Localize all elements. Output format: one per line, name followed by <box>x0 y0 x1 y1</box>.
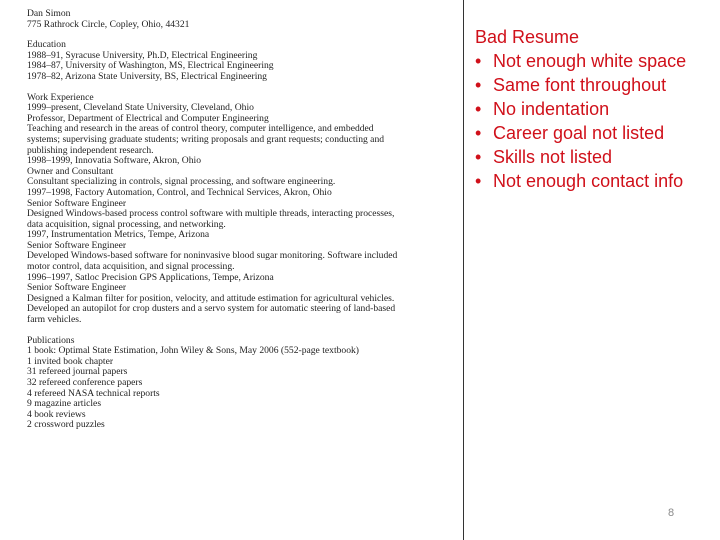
education-line: 1988–91, Syracuse University, Ph.D, Electrical Engineering <box>27 49 258 61</box>
spacer <box>27 30 457 40</box>
critique-list <box>475 49 720 193</box>
publication-line: 32 refereed conference papers <box>27 377 143 388</box>
publications-heading: Publications <box>27 334 75 346</box>
work-line: publishing independent research. <box>27 144 154 156</box>
work-line: motor control, data acquisition, and signal processing. <box>27 261 235 273</box>
page-number: 8 <box>668 507 675 519</box>
publication-line: 2 crossword puzzles <box>27 419 105 431</box>
work-line: Designed Windows-based process control software with multiple threads, interacting processes, <box>27 208 395 220</box>
slide-divider <box>463 0 464 540</box>
work-line: Designed a Kalman filter for position, velocity, and attitude estimation for agricultural vehicles. <box>27 292 395 304</box>
resume-address: 775 Rathrock Circle, Copley, Ohio, 44321 <box>27 18 190 30</box>
publication-line: 1 invited book chapter <box>27 355 114 367</box>
work-line: Owner and Consultant <box>27 165 114 177</box>
publication-line: 9 magazine articles <box>27 398 102 410</box>
bullet-icon: • <box>475 51 482 71</box>
critique-item-text: Skills not listed <box>493 147 613 167</box>
bullet-icon: • <box>475 147 482 167</box>
publication-line: 1 book: Optimal State Estimation, John Wiley & Sons, May 2006 (552-page textbook) <box>27 345 359 357</box>
work-line: Developed an autopilot for crop dusters and a servo system for automatic steering of land-based <box>27 303 396 315</box>
publication-line: 4 refereed NASA technical reports <box>27 387 160 399</box>
work-line: 1999–present, Cleveland State University, Cleveland, Ohio <box>27 102 254 114</box>
critique-item <box>475 169 720 193</box>
critique-item-text: Same font throughout <box>493 75 667 95</box>
critique-item-text: Career goal not listed <box>493 123 665 143</box>
resume-name: Dan Simon <box>27 8 71 19</box>
work-line: data acquisition, signal processing, and networking. <box>27 218 226 230</box>
bullet-icon: • <box>475 171 482 191</box>
resume-document <box>27 9 457 431</box>
critique-item <box>475 73 720 97</box>
work-line: Senior Software Engineer <box>27 282 127 294</box>
work-line: 1997–1998, Factory Automation, Control, and Technical Services, Akron, Ohio <box>27 186 332 198</box>
work-line: farm vehicles. <box>27 314 82 326</box>
publication-line: 4 book reviews <box>27 408 86 420</box>
bullet-icon: • <box>475 99 482 119</box>
education-heading: Education <box>27 39 66 51</box>
work-line: 1997, Instrumentation Metrics, Tempe, Arizona <box>27 229 210 241</box>
critique-item <box>475 97 720 121</box>
bullet-icon: • <box>475 75 482 95</box>
work-line: Senior Software Engineer <box>27 239 127 251</box>
work-line: Senior Software Engineer <box>27 197 127 209</box>
education-line: 1984–87, University of Washington, MS, Electrical Engineering <box>27 60 274 72</box>
critique-item-text: Not enough white space <box>493 51 687 71</box>
critique-item-text: No indentation <box>493 99 610 119</box>
bullet-icon: • <box>475 123 482 143</box>
work-line: Developed Windows-based software for noninvasive blood sugar monitoring. Software included <box>27 250 398 262</box>
publication-line: 31 refereed journal papers <box>27 366 128 378</box>
critique-title: Bad Resume <box>475 27 580 47</box>
work-line: systems; supervising graduate students; writing proposals and grant requests; conducting and <box>27 133 385 145</box>
spacer <box>27 326 457 336</box>
work-line: Professor, Department of Electrical and Computer Engineering <box>27 112 269 124</box>
critique-item <box>475 121 720 145</box>
education-line: 1978–82, Arizona State University, BS, Electrical Engineering <box>27 70 267 82</box>
work-line: Teaching and research in the areas of control theory, computer intelligence, and embedded <box>27 123 374 135</box>
critique-item <box>475 49 720 73</box>
work-line: Consultant specializing in controls, signal processing, and software engineering. <box>27 176 336 188</box>
critique-item <box>475 145 720 169</box>
work-line: 1998–1999, Innovatia Software, Akron, Ohio <box>27 155 201 167</box>
work-heading: Work Experience <box>27 91 94 103</box>
critique-item-text: Not enough contact info <box>493 171 684 191</box>
critique-panel <box>475 25 720 193</box>
work-line: 1996–1997, Satloc Precision GPS Applications, Tempe, Arizona <box>27 271 274 283</box>
